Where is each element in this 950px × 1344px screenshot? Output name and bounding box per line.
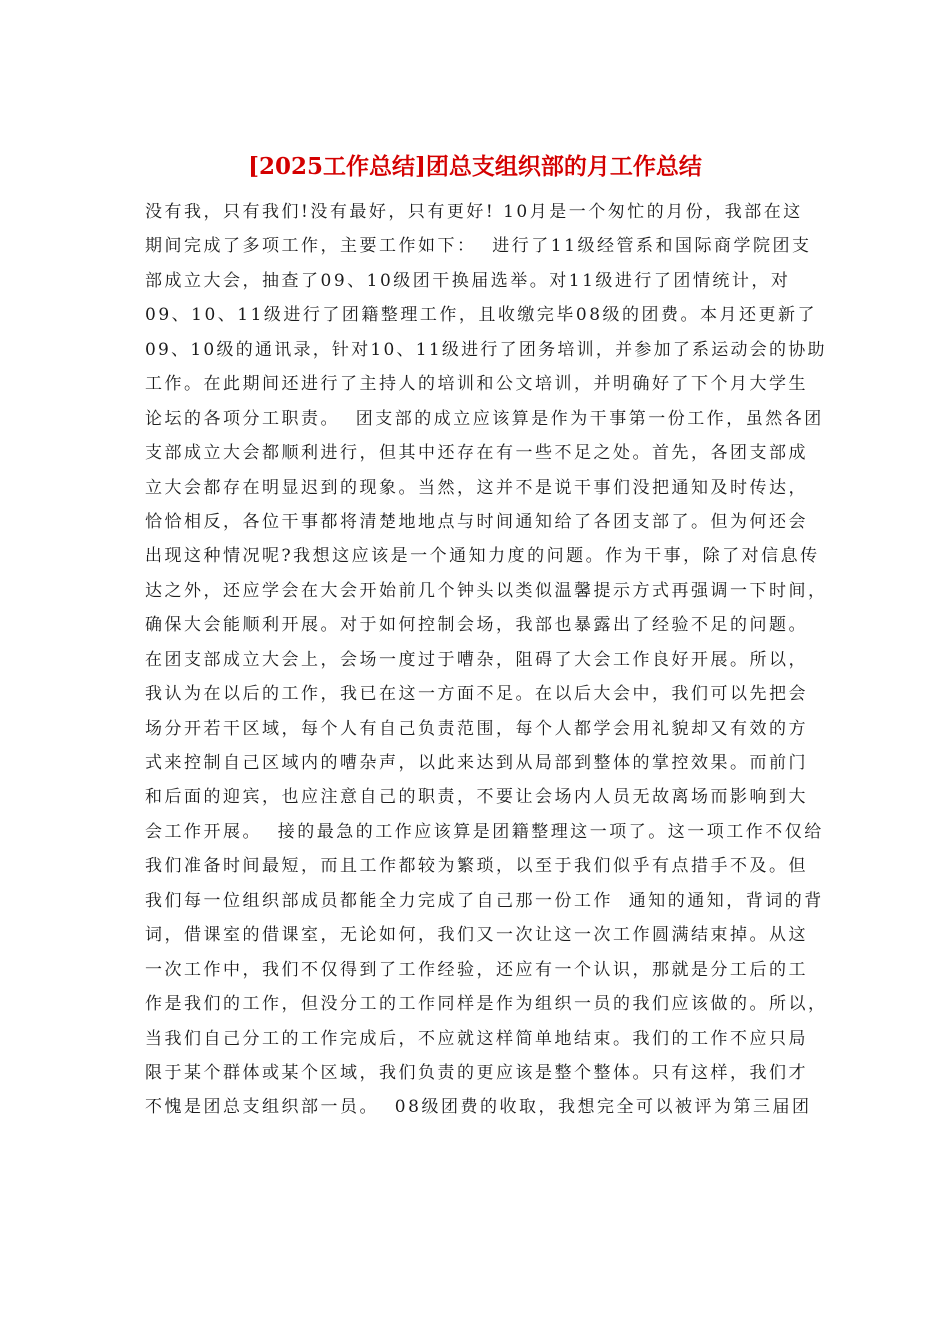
text-line: 式来控制自己区域内的嘈杂声，以此来达到从局部到整体的掌控效果。而前门 <box>145 753 808 773</box>
text-line: 和后面的迎宾，也应注意自己的职责，不要让会场内人员无故离场而影响到大 <box>145 787 808 808</box>
text-line: 会工作开展。 接的最急的工作应该算是团籍整理这一项了。这一项工作不仅给 <box>145 821 824 842</box>
text-line: 09、10、11级进行了团籍整理工作，且收缴完毕08级的团费。本月还更新了 <box>145 305 818 326</box>
text-line: 作是我们的工作，但没分工的工作同样是作为组织一员的我们应该做的。所以， <box>145 994 828 1015</box>
text-line: 立大会都存在明显迟到的现象。当然，这并不是说干事们没把通知及时传达， <box>145 477 808 498</box>
text-line: 部成立大会，抽查了09、10级团干换届选举。对11级进行了团情统计，对 <box>145 270 791 291</box>
text-line: 场分开若干区域，每个人有自己负责范围，每个人都学会用礼貌却又有效的方 <box>145 718 808 739</box>
text-line: 不愧是团总支组织部一员。 08级团费的收取，我想完全可以被评为第三届团 <box>145 1097 812 1118</box>
text-line: 在团支部成立大会上，会场一度过于嘈杂，阻碍了大会工作良好开展。所以， <box>145 649 808 670</box>
text-line: 支部成立大会都顺利进行，但其中还存在有一些不足之处。首先，各团支部成 <box>145 443 808 464</box>
text-line: 09、10级的通讯录，针对10、11级进行了团务培训，并参加了系运动会的协助 <box>145 339 827 360</box>
document-title: [2025工作总结]团总支组织部的月工作总结 <box>248 153 702 180</box>
document-body <box>145 195 828 1125</box>
text-line: 一次工作中，我们不仅得到了工作经验，还应有一个认识，那就是分工后的工 <box>145 959 808 980</box>
text-line: 我们每一位组织部成员都能全力完成了自己那一份工作 通知的通知，背词的背 <box>145 890 824 911</box>
text-line: 恰恰相反，各位干事都将清楚地地点与时间通知给了各团支部了。但为何还会 <box>145 511 808 532</box>
text-line: 没有我，只有我们!没有最好，只有更好! 10月是一个匆忙的月份，我部在这 <box>145 202 803 222</box>
text-line: 达之外，还应学会在大会开始前几个钟头以类似温馨提示方式再强调一下时间， <box>145 580 828 601</box>
text-line: 工作。在此期间还进行了主持人的培训和公文培训，并明确好了下个月大学生 <box>145 374 808 395</box>
text-line: 确保大会能顺利开展。对于如何控制会场，我部也暴露出了经验不足的问题。 <box>145 615 808 636</box>
text-line: 我们准备时间最短，而且工作都较为繁琐，以至于我们似乎有点措手不及。但 <box>145 856 808 877</box>
text-line: 词，借课室的借课室，无论如何，我们又一次让这一次工作圆满结束掉。从这 <box>145 925 808 946</box>
text-line: 当我们自己分工的工作完成后，不应就这样简单地结束。我们的工作不应只局 <box>145 1028 808 1049</box>
text-line: 我认为在以后的工作，我已在这一方面不足。在以后大会中，我们可以先把会 <box>145 684 808 705</box>
text-line: 论坛的各项分工职责。 团支部的成立应该算是作为干事第一份工作，虽然各团 <box>145 408 824 429</box>
text-line: 出现这种情况呢?我想这应该是一个通知力度的问题。作为干事，除了对信息传 <box>145 546 820 567</box>
text-line: 限于某个群体或某个区域，我们负责的更应该是整个整体。只有这样，我们才 <box>145 1062 808 1083</box>
text-line: 期间完成了多项工作，主要工作如下： 进行了11级经管系和国际商学院团支 <box>145 236 812 257</box>
